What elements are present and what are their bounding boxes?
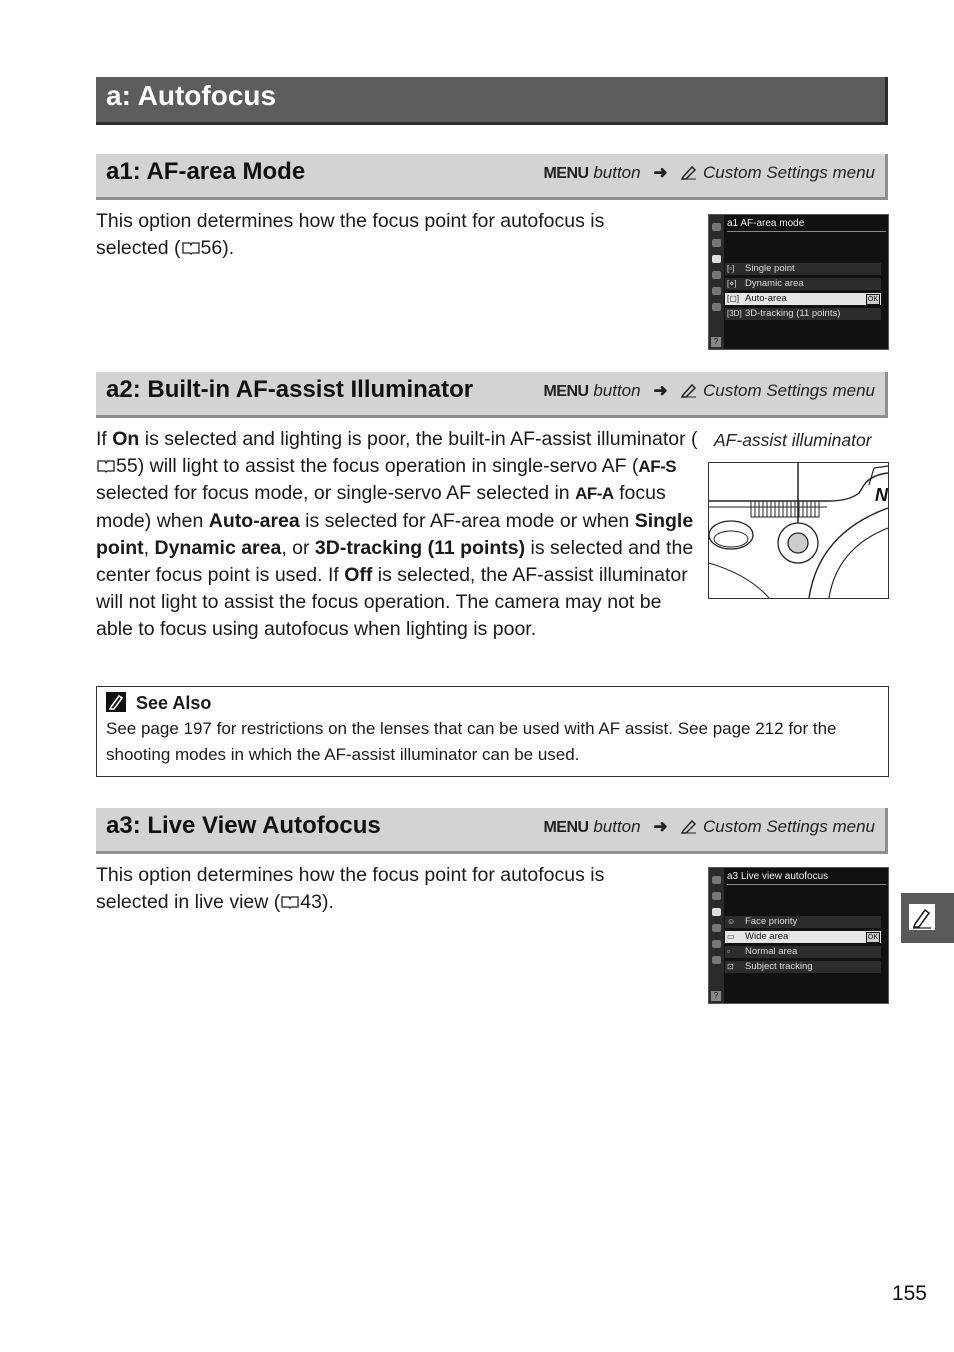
button-label: button bbox=[593, 163, 641, 182]
svg-text:N: N bbox=[875, 485, 888, 505]
arrow-icon: ➜ bbox=[653, 381, 668, 400]
section-body-a2 bbox=[96, 426, 698, 644]
body-text: is selected, the AF-assist illuminator will not light to assist the focus operation. The camera may not be able to focus using autofocus when lighting is poor. bbox=[96, 564, 688, 641]
pencil-icon bbox=[680, 818, 698, 834]
pencil-note-icon bbox=[106, 692, 126, 712]
chapter-title: a: Autofocus bbox=[106, 80, 277, 111]
see-also-title: See Also bbox=[136, 693, 212, 713]
body-text: ). bbox=[321, 891, 334, 914]
pencil-icon bbox=[680, 382, 698, 398]
option-icon: [3D] bbox=[727, 309, 742, 318]
screen-title: a3 Live view autofocus bbox=[727, 871, 886, 885]
chapter-header bbox=[96, 77, 888, 125]
section-body-a1 bbox=[96, 208, 676, 262]
screen-title: a1 AF-area mode bbox=[727, 218, 886, 232]
chapter-tab bbox=[901, 893, 954, 943]
body-text: focus mode) when bbox=[96, 482, 666, 532]
section-title: a1: AF-area Mode bbox=[106, 158, 306, 185]
bold-term: Dynamic area bbox=[154, 536, 282, 559]
ok-icon: OK bbox=[867, 296, 878, 303]
menu-sidebar bbox=[709, 215, 724, 349]
book-reference-icon bbox=[96, 459, 116, 473]
option-icon: ☺ bbox=[727, 917, 736, 926]
body-text: , bbox=[143, 536, 155, 559]
bold-term: Auto-area bbox=[208, 509, 300, 532]
menu-option bbox=[725, 278, 881, 290]
menu-option bbox=[725, 263, 881, 275]
option-icon: ▭ bbox=[727, 932, 735, 941]
body-text: is selected and the center focus point is used. If bbox=[96, 536, 694, 587]
camera-menu-screen-a3 bbox=[708, 867, 889, 1004]
button-label: button bbox=[593, 817, 641, 836]
target-menu-label: Custom Settings menu bbox=[703, 163, 875, 182]
page-reference: 43 bbox=[300, 891, 322, 914]
target-menu-label: Custom Settings menu bbox=[703, 381, 875, 400]
book-reference-icon bbox=[280, 895, 300, 909]
menu-path bbox=[543, 817, 875, 837]
body-text: If bbox=[96, 428, 113, 450]
section-title: a3: Live View Autofocus bbox=[106, 812, 381, 839]
menu-path bbox=[543, 163, 875, 183]
option-icon: [▫] bbox=[727, 264, 735, 273]
menu-option bbox=[725, 308, 881, 320]
bold-term: Off bbox=[344, 564, 373, 587]
menu-path bbox=[543, 381, 875, 401]
bold-term: On bbox=[112, 428, 140, 450]
focus-mode-code: AF-S bbox=[638, 457, 677, 477]
page-number: 155 bbox=[891, 1282, 927, 1305]
body-text: This option determines how the focus point for autofocus is selected in live view ( bbox=[96, 864, 605, 914]
figure-caption: AF-assist illuminator bbox=[714, 430, 872, 450]
section-header-a1 bbox=[96, 154, 888, 200]
menu-label: MENU bbox=[543, 819, 589, 836]
ok-icon: OK bbox=[867, 934, 878, 941]
button-label: button bbox=[593, 381, 641, 400]
menu-option bbox=[725, 961, 881, 973]
book-reference-icon bbox=[181, 241, 201, 255]
section-title: a2: Built-in AF-assist Illuminator bbox=[106, 376, 474, 403]
menu-label: MENU bbox=[543, 383, 589, 400]
menu-option-selected bbox=[725, 931, 881, 943]
arrow-icon: ➜ bbox=[653, 163, 668, 182]
bold-term: Single point bbox=[96, 509, 694, 559]
see-also-text: See page 197 for restrictions on the lenses that can be used with AF assist. See page 212 for the shooting modes in which the AF-assist illuminator can be used. bbox=[106, 719, 837, 764]
menu-option bbox=[725, 946, 881, 958]
help-icon: ? bbox=[711, 991, 721, 1001]
see-also-heading bbox=[106, 692, 211, 714]
menu-option-selected bbox=[725, 293, 881, 305]
body-text: ) will light to assist the focus operation in single-servo AF ( bbox=[137, 455, 639, 478]
menu-label: MENU bbox=[543, 165, 589, 182]
page-reference: 55 bbox=[116, 455, 138, 478]
arrow-icon: ➜ bbox=[653, 817, 668, 836]
body-text: is selected for AF-area mode or when bbox=[299, 509, 635, 532]
option-icon: [⋄] bbox=[727, 279, 737, 288]
option-icon: ⊡ bbox=[727, 962, 734, 971]
camera-menu-screen-a1 bbox=[708, 214, 889, 350]
pencil-tab-icon bbox=[901, 893, 954, 943]
option-label: Face priority bbox=[745, 916, 798, 927]
section-body-a3 bbox=[96, 862, 676, 916]
option-icon: ▫ bbox=[727, 947, 730, 956]
body-text: selected for focus mode, or single-servo AF selected in bbox=[96, 482, 576, 505]
menu-sidebar bbox=[709, 868, 724, 1003]
body-text: ). bbox=[222, 237, 235, 260]
option-icon: [▢] bbox=[727, 294, 740, 303]
focus-mode-code: AF-A bbox=[575, 484, 614, 504]
page-reference: 56 bbox=[200, 237, 223, 260]
camera-drawing bbox=[709, 463, 888, 598]
option-label: Auto-area bbox=[745, 293, 787, 304]
option-label: Dynamic area bbox=[745, 278, 804, 289]
option-label: 3D-tracking (11 points) bbox=[745, 308, 841, 319]
option-label: Single point bbox=[745, 263, 795, 274]
camera-illustration bbox=[708, 462, 889, 599]
body-text: , or bbox=[281, 536, 315, 559]
body-text: This option determines how the focus point for autofocus is selected ( bbox=[96, 210, 605, 260]
section-header-a3 bbox=[96, 808, 888, 854]
see-also-box bbox=[96, 686, 889, 777]
body-text: is selected and lighting is poor, the built-in AF-assist illuminator ( bbox=[139, 428, 698, 450]
pencil-icon bbox=[680, 164, 698, 180]
help-icon: ? bbox=[711, 337, 721, 347]
option-label: Normal area bbox=[745, 946, 798, 957]
section-header-a2 bbox=[96, 372, 888, 418]
menu-option bbox=[725, 916, 881, 928]
option-label: Wide area bbox=[745, 931, 789, 942]
bold-term: 3D-tracking (11 points) bbox=[314, 536, 526, 559]
target-menu-label: Custom Settings menu bbox=[703, 817, 875, 836]
option-label: Subject tracking bbox=[745, 961, 813, 972]
